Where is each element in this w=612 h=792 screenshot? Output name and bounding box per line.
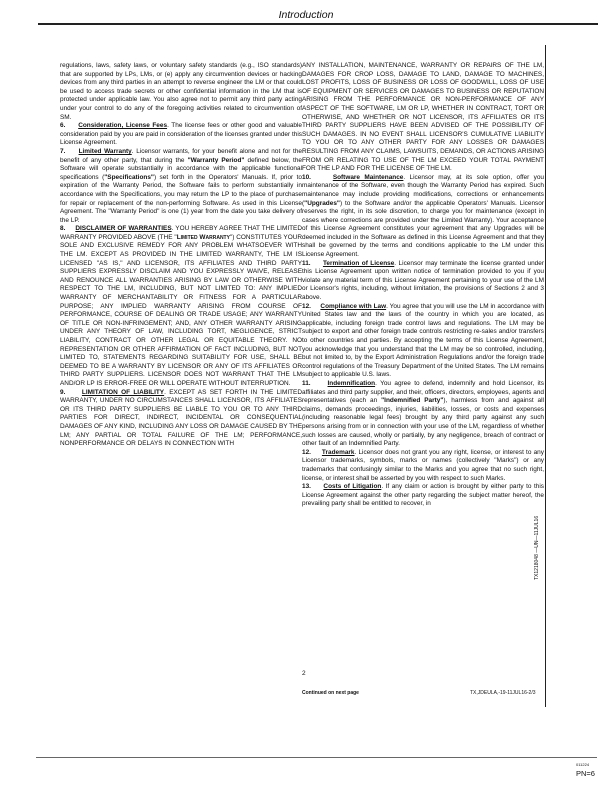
section-6: [60, 122, 302, 148]
section-number: 11.: [302, 379, 311, 387]
section-9-continued: ANY INSTALLATION, MAINTENANCE, WARRANTY OR REPAIRS OF THE LM, DAMAGES FOR CROP LOSS, DAMAGE TO LAND, DAMAGE TO MACHINES, LOST PROFITS, LOSS OF BUSINESS OR LOSS OF GOODWILL, LOSS OF USE OF EQUIPMENT OR SERVICES OR DAMAGES TO BUSINESS OR REPUTATION ARISING FROM THE PERFORMANCE OR NON-PERFORMANCE OF ANY ASPECT OF THE SOFTWARE, LM OR LP, WHETHER IN CONTRACT, TORT OR OTHERWISE, AND WHETHER OR NOT LICENSOR, ITS AFFILIATES OR ITS THIRD PARTY SUPPLIERS HAVE BEEN ADVISED OF THE POSSIBILITY OF SUCH DAMAGES. IN NO EVENT SHALL LICENSOR'S CUMULATIVE LIABILITY TO YOU OR TO ANY OTHER PARTY FOR ANY LOSSES OR DAMAGES RESULTING FROM ANY CLAIMS, LAWSUITS, DEMANDS, OR ACTIONS ARISING FROM OR RELATING TO USE OF THE LM EXCEED YOUR TOTAL PAYMENT FOR THE LP AND FOR THE LICENSE OF THE LM.: [302, 62, 544, 173]
section-heading: Trademark: [321, 448, 355, 456]
section-text: . You agree that you will use the LM in accordance with United States law and the laws of the country in which you are located, as applicable, including foreign trade control laws and regulations. The LM may be subject to export and other foreign trade controls restricting re-sales and/or transfers to other countries and parties. By accepting the terms of this License Agreement, you acknowledge that you understand that the LM may be so controlled, including, but not limited to, by the Export Administration Regulations and/or the foreign trade control regulations of the Treasury Department of the United States. The LM remains subject to applicable U.S. laws.: [302, 302, 544, 379]
section-number: 13.: [302, 483, 311, 491]
section-heading: Compliance with Law: [320, 302, 387, 310]
right-column: [302, 62, 544, 509]
header-rule: [38, 23, 598, 25]
section-heading: Indemnification: [327, 379, 376, 387]
section-number: 10.: [302, 173, 311, 181]
page-number: 2: [302, 670, 306, 677]
section-text: . The license fees or other good and valuable consideration paid by you are paid in consideration of the licenses granted under this License Agreement.: [60, 122, 302, 147]
section-text: ) set forth in the Operators' Manuals. If, prior to expiration of the Warranty Period, the Software fails to perform substantially in accordance with the Specifications, you may return the LP to the place of purchase for repair or replacement of the non-performing Software. As used in this License Agreement. The "Warranty Period" is one (1) year from the date you take delivery of the LP.: [60, 173, 302, 224]
intro-paragraph: regulations, laws, safety laws, or voluntary safety standards (e.g., ISO standards) that are supported by LPs, LMs, or (e) apply any circumvention devices or hacking devices from any third parties in an attempt to reverse engineer the LM or that could be used to access trade secrets or other confidential information in the LM that is protected under applicable law. You also agree not to permit any third party acting under your control to do any of the foregoing activities related to circumvention of SM.: [60, 62, 302, 121]
section-number: 11.: [302, 259, 311, 267]
section-11-termination: [302, 260, 544, 303]
section-number: 7.: [60, 147, 66, 155]
footer-id: 011224: [576, 762, 590, 767]
defined-term: Limited Warranty: [176, 233, 230, 241]
section-text: ), harmless from and against all claims, demands proceedings, injuries, liabilities, losses, or costs and expenses (including reasonable legal fees) brought by any third party against any such persons arising from or in connection with your use of the LM, regardless of whether such losses are caused, wholly or partially, by any negligence, breach of contract or other fault of an Indemnified Party.: [302, 397, 544, 448]
page-code: PN=6: [576, 769, 595, 778]
side-rule: [545, 45, 546, 707]
section-heading: Termination of License: [322, 259, 395, 267]
footer-rule: [36, 757, 597, 758]
section-12-trademark: [302, 449, 544, 483]
section-text: . Licensor warrants, for your benefit alone and not for the benefit of any other party, that during the: [60, 147, 302, 164]
defined-term: "Upgrades": [304, 199, 340, 207]
continued-note: Continued on next page: [302, 690, 359, 696]
section-heading: DISCLAIMER OF WARRANTIES: [75, 225, 172, 233]
section-heading: Limited Warranty: [78, 147, 132, 155]
defined-term: "Indemnified Party": [381, 397, 444, 405]
section-number: 12.: [302, 448, 311, 456]
section-text: . If any claim or action is brought by either party to this License Agreement against the other party regarding the subject matter hereof, the prevailing party shall be entitled to recover, in: [302, 483, 544, 508]
section-text: defined below, the Software will operate substantially in accordance with the applicable functional specifications (: [60, 156, 303, 181]
page-title: Introduction: [278, 9, 334, 21]
section-text: . You agree to defend, indemnify and hold Licensor, its affiliates and third party supplier, and their, officers, directors, employees, agents and representatives (each an: [302, 379, 544, 405]
section-7: [60, 148, 302, 225]
section-text: . Licensor may, at its sole option, offer you maintenance of the Software, even though the Warranty Period has expired. Such maintenance may include providing modifications, corrections or enhancements (: [302, 173, 545, 207]
defined-term: "Specifications": [104, 173, 154, 181]
left-column: [60, 62, 302, 449]
document-reference: TX,JDEULA,-19-11JUL16-2/3: [470, 690, 536, 696]
section-9: [60, 389, 302, 449]
section-heading: Software Maintenance: [332, 173, 404, 181]
section-11-indemnification: [302, 380, 544, 449]
defined-term: "Warranty Period": [187, 156, 245, 164]
section-13: [302, 483, 544, 509]
section-text: . Licensor may terminate the license granted under this License Agreement upon written notice of termination provided to you if you violate any material term of this License Agreement pertaining to your use of the LM or Licensor's rights, including, without limitation, the provisions of Sections 2 and 3 above.: [302, 259, 544, 302]
page-header: [0, 0, 612, 28]
section-heading: Costs of Litigation: [323, 483, 382, 491]
side-code: TX1218048 —UN—11JUL16: [534, 515, 540, 580]
section-heading: LIMITATION OF LIABILITY: [81, 388, 165, 396]
section-text: . YOU HEREBY AGREE THAT THE LIMITED WARRANTY PROVIDED ABOVE (THE ": [60, 225, 302, 241]
section-number: 8.: [60, 225, 66, 233]
section-12-compliance: [302, 303, 544, 380]
section-heading: Consideration, License Fees: [78, 122, 168, 130]
section-8: [60, 225, 302, 388]
section-number: 6.: [60, 122, 66, 130]
section-text: . Licensor does not grant you any right, license, or interest to any Licensor trademarks, symbols, marks or names (collectively "Marks") or any trademarks that confusingly similar to the Marks and you agree that no such right, license, or interest shall be asserted by you with respect to such Marks.: [302, 448, 544, 482]
section-text: ) to the Software and/or the applicable Operators' Manuals. Licensor reserves the right, in its sole discretion, to charge you for maintenance (except in cases where corrections are provided under the Limited Warranty). Your acceptance of this License Agreement constitutes your agreement that any Upgrades will be deemed included in the Software as defined in this License Agreement and that they shall be governed by the terms and conditions applicable to the LM under this License Agreement.: [302, 199, 544, 259]
section-text: . EXCEPT AS SET FORTH IN THE LIMITED WARRANTY, UNDER NO CIRCUMSTANCES SHALL LICENSOR, ITS AFFILIATES OR ITS THIRD PARTY SUPPLIERS BE LIABLE TO YOU OR TO ANY THIRD PARTIES FOR DIRECT, INDIRECT, INCIDENTAL OR CONSEQUENTIAL DAMAGES OF ANY KIND, INCLUDING ANY LOSS OR DAMAGE CAUSED BY THE LM; ANY PARTIAL OR TOTAL FAILURE OF THE LM; PERFORMANCE, NONPERFORMANCE OR DELAYS IN CONNECTION WITH: [60, 388, 302, 448]
section-text: ") CONSTITUTES YOUR SOLE AND EXCLUSIVE REMEDY FOR ANY PROBLEM WHATSOEVER WITH THE LM. EXCEPT AS PROVIDED IN THE LIMITED WARRANTY, THE LM IS LICENSED "AS IS," AND LICENSOR, ITS AFFILIATES AND THIRD PARTY SUPPLIERS EXPRESSLY DISCLAIM AND YOU EXPRESSLY WAIVE, RELEASE AND RENOUNCE ALL WARRANTIES ARISING BY LAW OR OTHERWISE WITH RESPECT TO THE LM, INCLUDING, BUT NOT LIMITED TO: ANY IMPLIED WARRANTY OF MERCHANTABILITY OR FITNESS FOR A PARTICULAR PURPOSE; ANY IMPLIED WARRANTY ARISING FROM COURSE OF PERFORMANCE, COURSE OF DEALING OR TRADE USAGE; ANY WARRANTY OF TITLE OR NON-INFRINGEMENT; AND, ANY OTHER WARRANTY ARISING UNDER ANY THEORY OF LAW, INCLUDING TORT, NEGLIGENCE, STRICT LIABILITY, CONTRACT OR OTHER LEGAL OR EQUITABLE THEORY. NO REPRESENTATION OR OTHER AFFIRMATION OF FACT INCLUDING, BUT NOT LIMITED TO, STATEMENTS REGARDING SUITABILITY FOR USE, SHALL BE DEEMED TO BE A WARRANTY BY LICENSOR OR ANY OF ITS AFFILIATES OR THIRD PARTY SUPPLIERS. LICENSOR DOES NOT WARRANT THAT THE LM AND/OR LP IS ERROR-FREE OR WILL OPERATE WITHOUT INTERRUPTION.: [60, 233, 303, 387]
section-number: 12.: [302, 302, 311, 310]
section-10: [302, 174, 544, 260]
section-number: 9.: [60, 388, 66, 396]
